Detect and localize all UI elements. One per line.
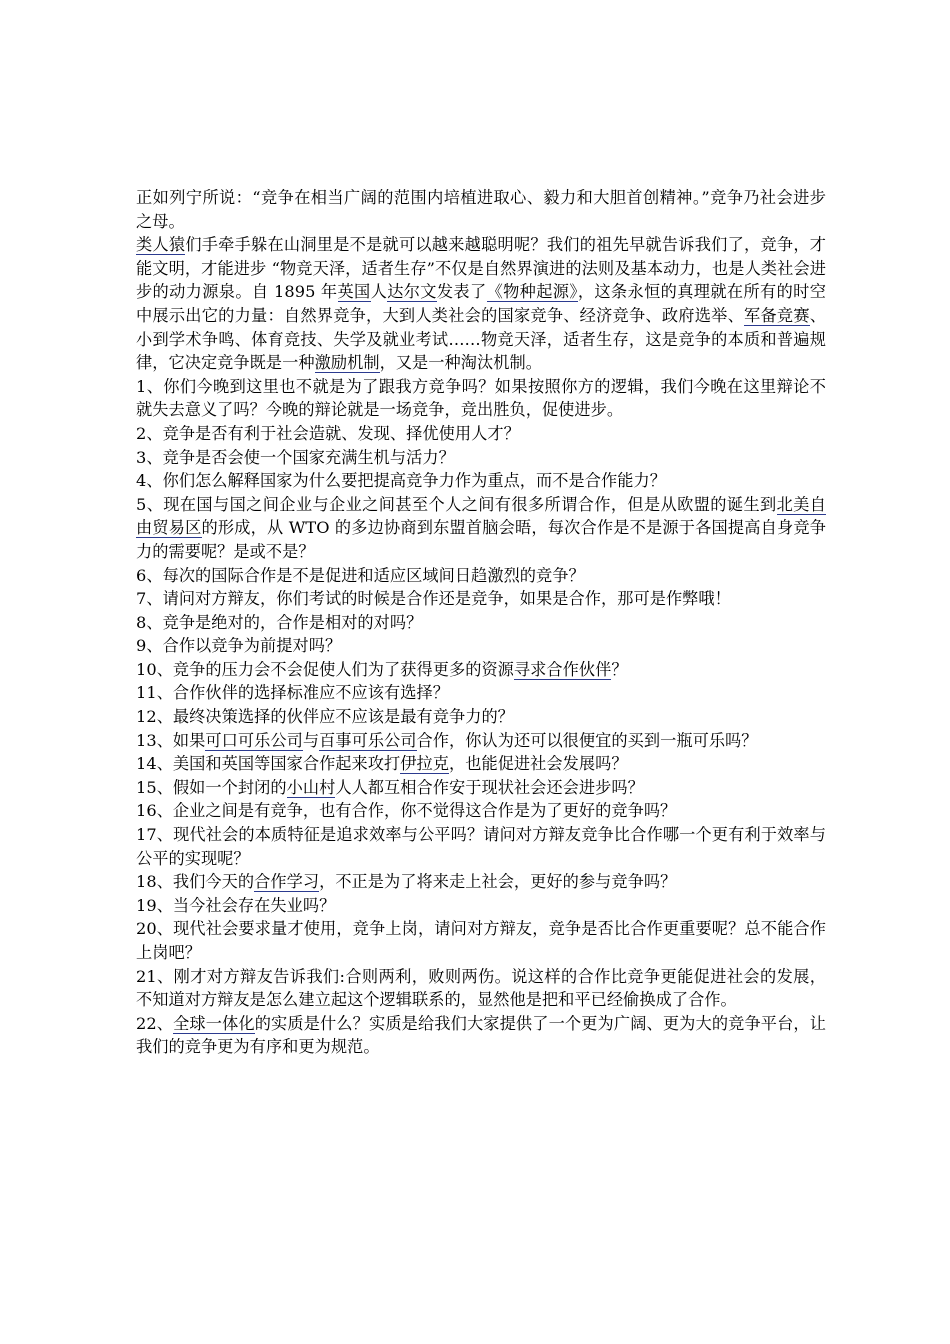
- paragraph-text: ，不正是为了将来走上社会，更好的参与竞争吗？: [319, 872, 677, 892]
- paragraph-text: 们手牵手躲在山洞里是不是就可以越来越聪明呢？我们的祖先早就告诉我们了，竞争，才能文明，才能进步 “物竞天泽，适者生存”不仅是自然界演进的法则及基本动力，也是人类社会进步的动力源泉。自 1895 年: [136, 235, 827, 302]
- paragraph: [136, 186, 826, 233]
- paragraph-text: 6、每次的国际合作是不是促进和适应区域间日趋激烈的竞争？: [136, 565, 585, 585]
- paragraph: [136, 705, 826, 729]
- paragraph: [136, 446, 826, 470]
- paragraph: [136, 587, 826, 611]
- paragraph-text: 1、你们今晚到这里也不就是为了跟我方竞争吗？如果按照你方的逻辑，我们今晚在这里辩论不就失去意义了吗？今晚的辩论就是一场竞争，竞出胜负，促使进步。: [136, 376, 826, 420]
- paragraph: [136, 894, 826, 918]
- hyperlink[interactable]: 北美自由贸易区: [136, 494, 827, 538]
- paragraph-text: 18、我们今天的: [136, 872, 255, 892]
- paragraph-text: 13、如果: [136, 730, 206, 750]
- paragraph-text: 9、合作以竞争为前提对吗？: [136, 636, 342, 656]
- paragraph-text: 与: [302, 730, 320, 750]
- hyperlink[interactable]: 《物种起源》: [486, 282, 578, 302]
- paragraph: [136, 681, 826, 705]
- paragraph: [136, 611, 826, 635]
- paragraph: [136, 965, 826, 1012]
- paragraph: [136, 752, 826, 776]
- paragraph-text: 4、你们怎么解释国家为什么要把提高竞争力作为重点，而不是合作能力？: [136, 471, 666, 491]
- paragraph-text: 合作，你认为还可以很便宜的买到一瓶可乐吗？: [416, 730, 758, 750]
- paragraph-text: 17、现代社会的本质特征是追求效率与公平吗？请问对方辩友竞争比合作哪一个更有利于效率与公平的实现呢？: [136, 825, 826, 868]
- document-body: [136, 186, 826, 1059]
- paragraph-text: 人: [370, 282, 388, 302]
- paragraph: [136, 634, 826, 658]
- paragraph-text: 的形成，从 WTO 的多边协商到东盟首脑会晤，每次合作是不是源于各国提高自身竞争力的需要呢？是或不是？: [136, 518, 826, 561]
- paragraph-text: 14、美国和英国等国家合作起来攻打: [136, 754, 401, 774]
- hyperlink[interactable]: 军备竞赛: [744, 305, 810, 325]
- paragraph: [136, 422, 826, 446]
- hyperlink[interactable]: 激励机制: [314, 353, 380, 373]
- paragraph-text: 12、最终决策选择的伙伴应不应该是最有竞争力的？: [136, 707, 514, 727]
- paragraph: [136, 870, 826, 894]
- paragraph-text: 16、企业之间是有竞争，也有合作，你不觉得这合作是为了更好的竞争吗？: [136, 801, 677, 821]
- paragraph-text: ，这条永恒的真理就在所有的时空中展示出它的力量：自然界竞争，大到人类社会的国家竞争、经济竞争、政府选举、: [136, 282, 826, 325]
- paragraph: [136, 799, 826, 823]
- paragraph-text: 7、请问对方辩友，你们考试的时候是合作还是竞争，如果是合作，那可是作弊哦！: [136, 589, 731, 609]
- paragraph-text: ？: [611, 659, 628, 679]
- hyperlink[interactable]: 可口可乐公司: [205, 730, 303, 750]
- paragraph-text: ，又是一种淘汰机制。: [379, 353, 542, 373]
- paragraph-text: 20、现代社会要求量才使用，竞争上岗，请问对方辩友，竞争是否比合作更重要呢？总不能合作上岗吧？: [136, 919, 826, 962]
- paragraph-text: 3、竞争是否会使一个国家充满生机与活力？: [136, 447, 455, 467]
- paragraph-text: 10、竞争的压力会不会促使人们为了获得更多的资源: [136, 659, 514, 679]
- paragraph-text: ，也能促进社会发展吗？: [448, 754, 628, 774]
- paragraph-text: 的实质是什么？实质是给我们大家提供了一个更为广阔、更为大的竞争平台，让我们的竞争更为有序和更为规范。: [136, 1013, 826, 1057]
- paragraph-text: 19、当今社会存在失业吗？: [136, 895, 336, 915]
- hyperlink[interactable]: 寻求合作伙伴: [513, 659, 612, 679]
- hyperlink[interactable]: 类人猿: [136, 235, 186, 255]
- paragraph-text: 22、: [136, 1013, 174, 1033]
- paragraph-text: 发表了: [436, 282, 487, 302]
- paragraph: [136, 776, 826, 800]
- paragraph: [136, 823, 826, 870]
- paragraph: [136, 564, 826, 588]
- hyperlink[interactable]: 全球一体化: [173, 1013, 255, 1033]
- paragraph: [136, 233, 826, 375]
- paragraph-text: 11、合作伙伴的选择标准应不应该有选择？: [136, 683, 449, 703]
- paragraph-text: 15、假如一个封闭的: [136, 777, 287, 797]
- paragraph-text: 21、刚才对方辩友告诉我们:合则两利，败则两伤。说这样的合作比竞争更能促进社会的发展，不知道对方辩友是怎么建立起这个逻辑联系的，显然他是把和平已经偷换成了合作。: [136, 966, 826, 1010]
- paragraph-text: 2、竞争是否有利于社会造就、发现、择优使用人才？: [136, 423, 520, 443]
- paragraph-text: 正如列宁所说：“竞争在相当广阔的范围内培植进取心、毅力和大胆首创精神。”竞争乃社会进步之母。: [136, 188, 826, 231]
- paragraph: [136, 729, 826, 753]
- hyperlink[interactable]: 英国: [337, 282, 371, 302]
- paragraph: [136, 658, 826, 682]
- hyperlink[interactable]: 伊拉克: [400, 754, 449, 774]
- paragraph: [136, 493, 826, 564]
- hyperlink[interactable]: 合作学习: [254, 872, 320, 892]
- paragraph: [136, 375, 826, 422]
- paragraph: [136, 1012, 826, 1059]
- paragraph: [136, 469, 826, 493]
- hyperlink[interactable]: 小山村: [286, 777, 336, 797]
- paragraph-text: 人人都互相合作安于现状社会还会进步吗？: [335, 777, 644, 797]
- hyperlink[interactable]: 百事可乐公司: [319, 730, 417, 750]
- paragraph-text: 、小到学术争鸣、体育竞技、失学及就业考试……物竞天泽，适者生存，这是竞争的本质和普遍规律，它决定竞争既是一种: [136, 305, 826, 373]
- paragraph: [136, 917, 826, 964]
- hyperlink[interactable]: 达尔文: [387, 282, 437, 302]
- paragraph-text: 5、现在国与国之间企业与企业之间甚至个人之间有很多所谓合作，但是从欧盟的诞生到: [136, 494, 777, 514]
- paragraph-text: 8、竞争是绝对的，合作是相对的对吗？: [136, 612, 423, 632]
